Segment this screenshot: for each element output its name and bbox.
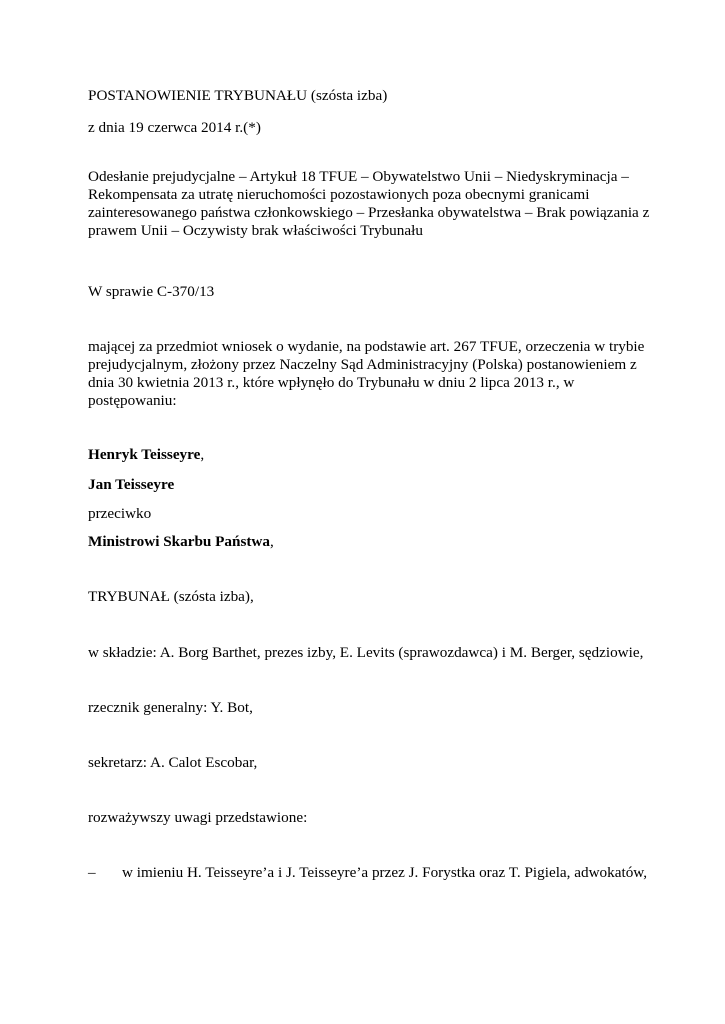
keywords-line: zainteresowanego państwa członkowskiego – Przesłanka obywatelstwa – Brak powiązania z [88, 204, 650, 221]
court-name: TRYBUNAŁ (szósta izba), [88, 588, 254, 605]
versus-label: przeciwko [88, 505, 152, 522]
party-suffix: , [270, 533, 274, 550]
subject-line: dnia 30 kwietnia 2013 r., które wpłynęło do Trybunału w dniu 2 lipca 2013 r., w [88, 374, 575, 391]
observation-text: w imieniu H. Teisseyre’a i J. Teisseyre’a przez J. Forystka oraz T. Pigiela, adwokatów, [122, 864, 648, 881]
keywords-line: prawem Unii – Oczywisty brak właściwości Trybunału [88, 222, 423, 239]
list-dash: – [88, 864, 96, 881]
subject-line: mającej za przedmiot wniosek o wydanie, na podstawie art. 267 TFUE, orzeczenia w trybie [88, 338, 645, 355]
registrar: sekretarz: A. Calot Escobar, [88, 754, 258, 771]
subject-line: prejudycjalnym, złożony przez Naczelny Sąd Administracyjny (Polska) postanowieniem z [88, 356, 637, 373]
advocate-general: rzecznik generalny: Y. Bot, [88, 699, 253, 716]
document-date: z dnia 19 czerwca 2014 r.(*) [88, 119, 261, 136]
party-name: Henryk Teisseyre [88, 446, 201, 463]
party-defendant [88, 533, 274, 552]
party-suffix: , [200, 446, 205, 463]
party-name: Ministrowi Skarbu Państwa [88, 533, 270, 550]
keywords-line: Odesłanie prejudycjalne – Artykuł 18 TFUE – Obywatelstwo Unii – Niedyskryminacja – [88, 168, 629, 185]
case-number: W sprawie C‑370/13 [88, 283, 215, 300]
court-composition: w składzie: A. Borg Barthet, prezes izby, E. Levits (sprawozdawca) i M. Berger, sędziowie, [88, 644, 644, 661]
considering-line: rozważywszy uwagi przedstawione: [88, 809, 308, 826]
party-applicant-1 [88, 446, 204, 465]
subject-line: postępowaniu: [88, 392, 177, 409]
party-applicant-2 [88, 476, 174, 495]
keywords-line: Rekompensata za utratę nieruchomości pozostawionych poza obecnymi granicami [88, 186, 590, 203]
document-title: POSTANOWIENIE TRYBUNAŁU (szósta izba) [88, 87, 388, 104]
party-name: Jan Teisseyre [88, 476, 175, 493]
